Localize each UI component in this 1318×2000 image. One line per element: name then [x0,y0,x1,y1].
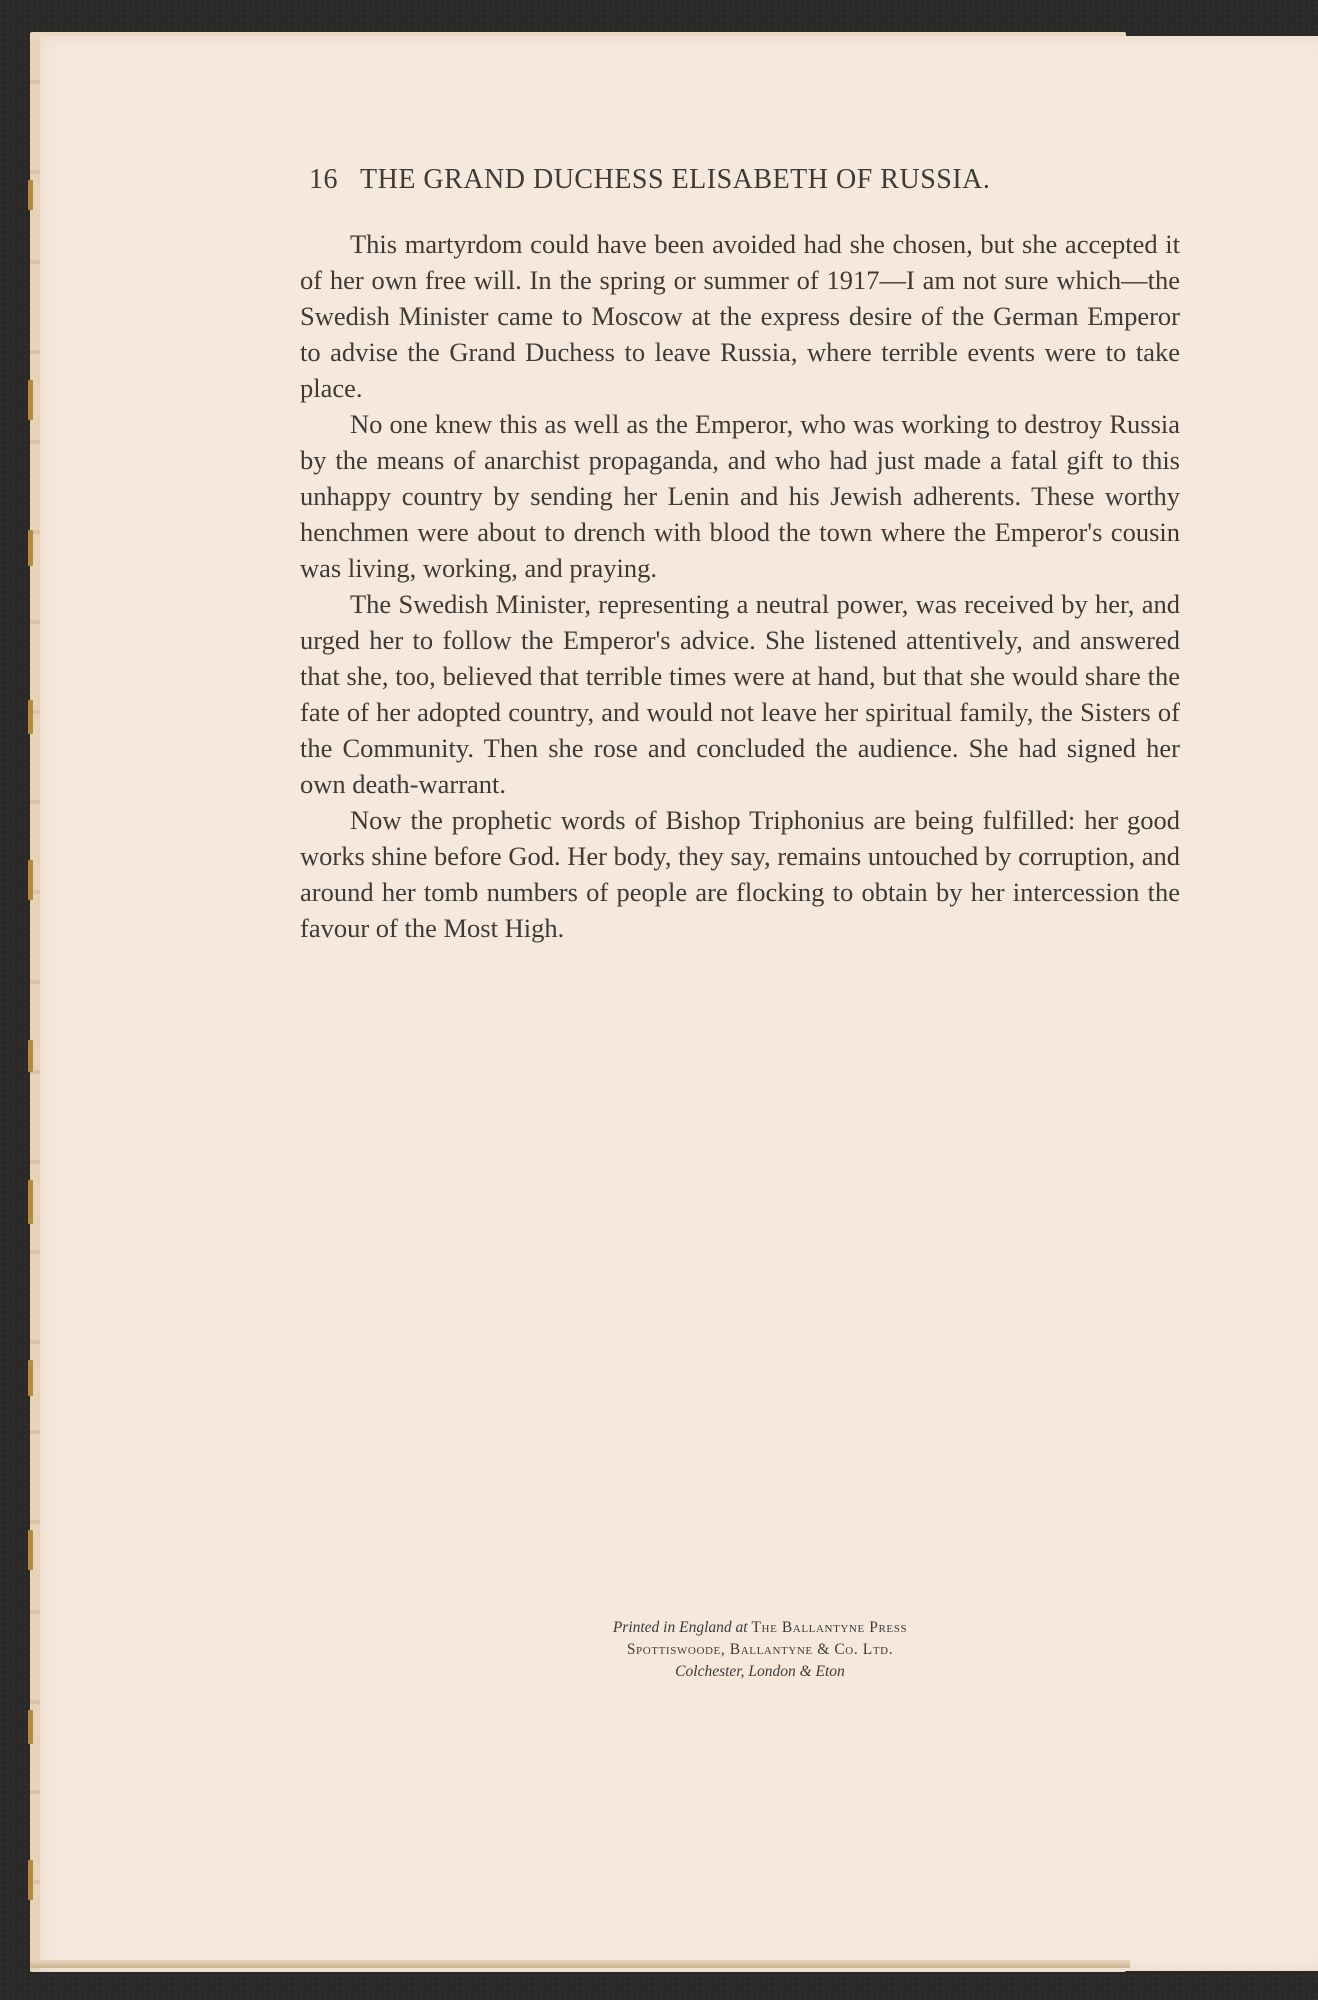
running-title: THE GRAND DUCHESS ELISABETH OF RUSSIA. [360,164,991,195]
page-number: 16 [309,164,338,195]
paragraph: No one knew this as well as the Emperor, who was working to destroy Russia by the means of anarchist propaganda, and who had just made a fatal gift to this unhappy country by sending her Lenin and his Jewish adherents. These worthy henchmen were about to drench with blood the town where the Emperor's cousin was living, working, and praying. [300,409,1180,583]
colophon-line-3: Colchester, London & Eton [675,1663,845,1680]
colophon-line-1 [440,1617,1080,1639]
binding-marks [28,60,34,1960]
paragraph: Now the prophetic words of Bishop Triphonius are being fulfilled: her good works shine before God. Her body, they say, remains untouched by corruption, and around her tomb numbers of people are flocking to obtain by her intercession the favour of the Most High. [300,805,1180,943]
colophon-press-name: The Ballantyne Press [751,1619,908,1636]
colophon-printed-in: Printed in England at [612,1619,748,1636]
body-text [300,226,1180,946]
running-head [309,164,1119,196]
page-bottom-edge [30,1960,1130,1968]
paragraph: This martyrdom could have been avoided had she chosen, but she accepted it of her own free will. In the spring or summer of 1917—I am not sure which—the Swedish Minister came to Moscow at the express desire of the German Emperor to advise the Grand Duchess to leave Russia, where terrible events were to take place. [300,229,1180,403]
paragraph: The Swedish Minister, representing a neutral power, was received by her, and urged her to follow the Emperor's advice. She listened attentively, and answered that she, too, believed that terrible times were at hand, but that she would share the fate of her adopted country, and would not leave her spiritual family, the Sisters of the Community. Then she rose and concluded the audience. She had signed her own death-warrant. [300,589,1180,799]
printer-colophon [440,1617,1080,1683]
colophon-line-2: Spottiswoode, Ballantyne & Co. Ltd. [626,1641,894,1658]
